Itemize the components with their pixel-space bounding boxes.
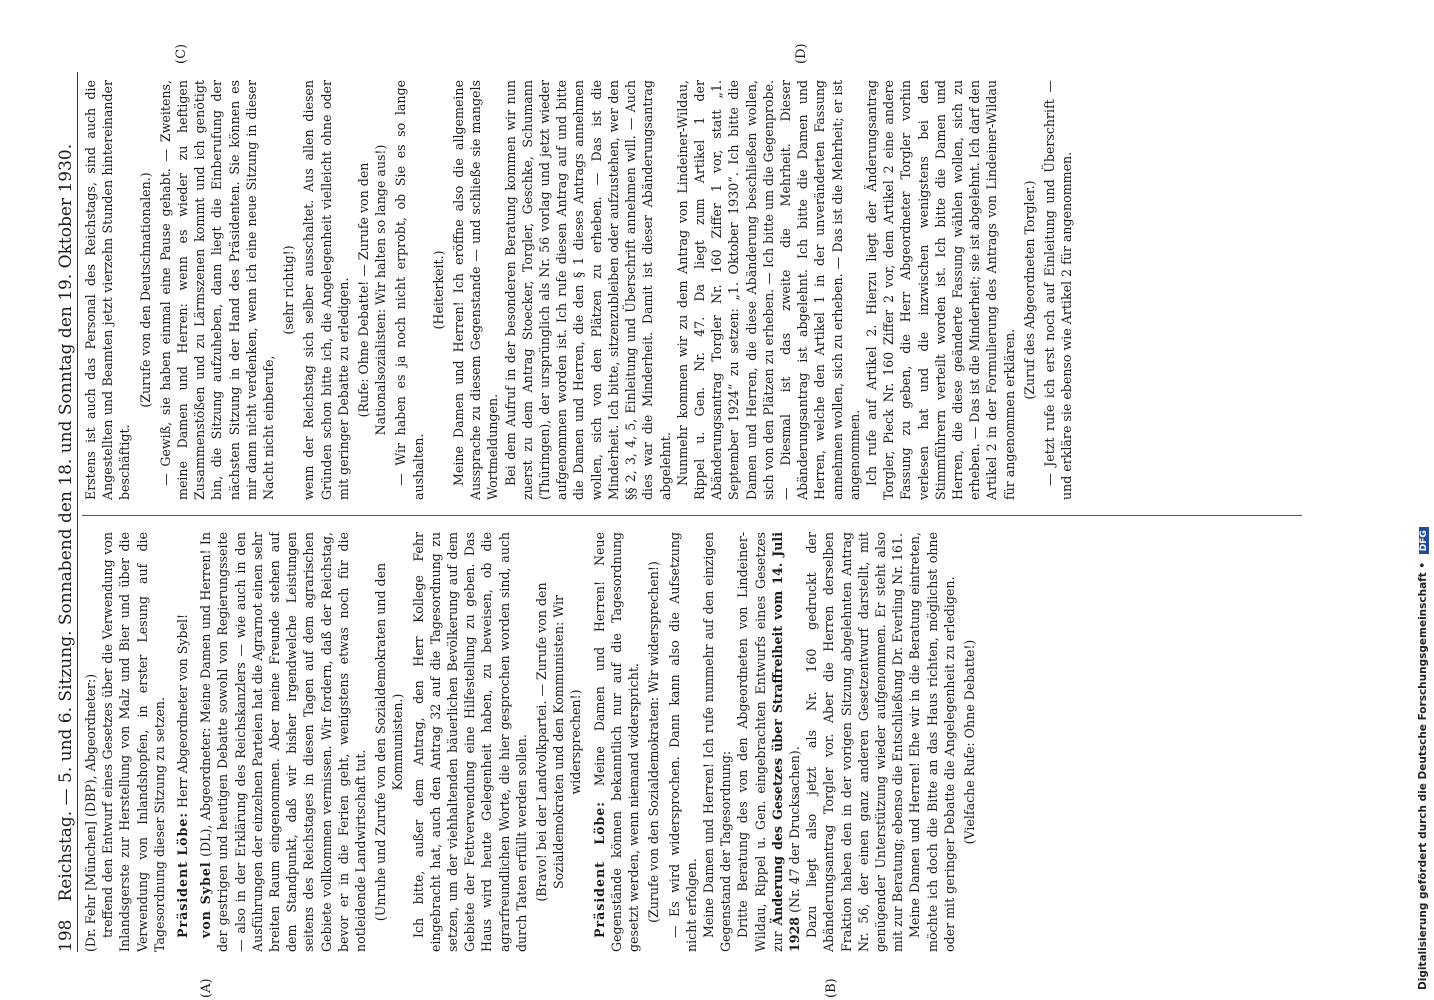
agenda-item-paragraph: [734, 532, 803, 952]
interjection: (Rufe: Ohne Debatte! — Zurufe von den Nationalsozialisten: Wir halten so lange aus!): [356, 144, 389, 436]
paragraph: Ich rufe auf Artikel 2. Hierzu liegt der Änderungsantrag Torgler, Pieck Nr. 160 Ziffer 2 vor, dem Artikel 2 eine andere Fassung zu geben, die Herr Abgeordneter Torgler vorhin verlesen hat und die inzwischen wenigstens bei den Stimmführern verteilt worden ist. Ich bitte die Damen und Herren, die diese geänderte Fassung wählen wollen, sich zu erheben. — Das ist die Minderheit; sie ist abgelehnt. Ich darf den Artikel 2 in der Formulierung des Antrags von Lindeiner-Wildau für angenommen erklären.: [863, 80, 1017, 500]
page-number: 198: [56, 919, 76, 952]
running-title: Reichstag. — 5. und 6. Sitzung. Sonnabend den 18. und Sonntag den 19. Oktober 1930.: [56, 143, 76, 902]
interjection: (Zuruf des Abgeordneten Torgler.): [1021, 180, 1037, 400]
paragraph: — Jetzt rufe ich erst noch auf Einleitung und Überschrift — und erkläre sie ebenso wie Artikel 2 für angenommen.: [1041, 80, 1075, 500]
paragraph: Dazu liegt also jetzt als Nr. 160 gedruckt der Abänderungsantrag Torgler vor. Aber die Herren derselben Fraktion haben den in der vorigen Sitzung abgelehnten Antrag Nr. 56, der einen ganz anderen Gesetzentwurf darstellt, mit genügender Unterstützung wieder aufgenommen. Er steht also mit zur Beratung; ebenso die Entschließung Dr. Everling Nr. 161.: [804, 532, 906, 952]
paragraph: wenn der Reichstag sich selber ausschaltet. Aus allen diesen Gründen schon bitte ich, die Angelegenheit vielleicht ohne oder mit geringer Debatte zu erledigen.: [301, 80, 351, 500]
speech-text: (DL), Abgeordneter: Meine Damen und Herren! In der gestrigen und heutigen Debatte sowohl von Regierungsseite — also in der Erklärung des Reichskanzlers — wie auch in den Ausführungen der einzelnen Parteien hat die Agrarnot einen sehr breiten Raum eingenommen. Aber meine Freunde stehen auf dem Standpunkt, daß wir bisher irgendwelche Leistungen seitens des Reichstages in diesen Tagen auf dem agrarischen Gebiete vollkommen vermissen. Wir fordern, daß der Reichstag, bevor er in die Ferien geht, wenigstens etwas noch für die notleidende Landwirtschaft tut.: [198, 532, 369, 952]
margin-marker-a: (A): [199, 978, 214, 998]
margin-marker-b: (B): [824, 978, 839, 998]
margin-marker-d: (D): [794, 43, 809, 64]
paragraph: Meine Damen und Herren! Ich eröffne also die allgemeine Aussprache zu diesem Gegenstande — und schließe sie mangels Wortmeldungen.: [451, 80, 501, 500]
interjection: (Bravo! bei der Landvolkpartei. — Zurufe von den Sozialdemokraten und den Kommunisten: Wir widersprechen!): [534, 582, 584, 902]
right-column: [82, 80, 1307, 500]
interjection: (Heiterkeit.): [430, 250, 446, 330]
rotated-document-page: [55, 43, 1310, 998]
interjection: (Zurufe von den Sozialdemokraten: Wir widersprechen!): [646, 561, 662, 923]
paragraph: — Gewiß, sie haben einmal eine Pause gehabt. — Zweitens, meine Damen und Herren: wenn es wieder zu heftigen Zusammenstößen und zu Lärmszenen kommt und ich genötigt bin, die Sitzung aufzuheben, dann liegt die Einberufung der nächsten Sitzung in der Hand des Präsidenten. Sie können es mir dann nicht verdenken, wenn ich eine neue Sitzung in dieser Nacht nicht einberufe,: [157, 80, 277, 500]
paragraph: treffend den Entwurf eines Gesetzes über die Verwendung von Inlandsgerste zur Herstellung von Malz und Bier und über die Verwendung von Inlandshopfen, in erster Lesung auf die Tagesordnung dieser Sitzung zu setzen.: [100, 532, 167, 952]
paragraph-text: (Nr. 47 der Drucksachen).: [786, 746, 802, 917]
speech-text: Herr Abgeordneter von Sybel!: [175, 613, 191, 812]
paragraph: Bei dem Aufruf in der besonderen Beratung kommen wir nun zuerst zu dem Antrag Stoecker, Torgler, Geschke, Schumann (Thüringen), der ursprünglich als Nr. 56 vorlag und jetzt wieder aufgenommen worden ist. Ich rufe diesen Antrag auf und bitte die Damen und Herren, die den § 1 dieses Antrags annehmen wollen, sich von den Plätzen zu erheben. — Das ist die Minderheit. Ich bitte, sitzenzubleiben oder aufzustehen, wer den §§ 2, 3, 4, 5, Einleitung und Überschrift annehmen will. — Auch dies war die Minderheit. Damit ist dieser Abänderungsantrag abgelehnt.: [502, 80, 673, 500]
speaker-name: Präsident Löbe:: [591, 801, 607, 938]
paragraph: Meine Damen und Herren! Ich rufe nunmehr auf den einzigen Gegenstand der Tagesordnung:: [700, 532, 734, 952]
speaker-name: Präsident Löbe:: [175, 811, 191, 938]
bill-title: Änderung des Gesetzes über Straffreiheit vom 14. Juli 1928: [769, 532, 802, 952]
paragraph: Nunmehr kommen wir zu dem Antrag von Lindeiner-Wildau, Rippel u. Gen. Nr. 47. Da liegt zum Artikel 1 der Abänderungsantrag Torgler Nr. 160 Ziffer 1 vor, statt „1. September 1924“ zu setzen: „1. Oktober 1930“. Ich bitte die Damen und Herren, die diese Abänderung beschließen wollen, sich von den Plätzen zu erheben. — Ich bitte um die Gegenprobe. — Diesmal ist das zweite die Mehrheit. Dieser Abänderungsantrag ist abgelehnt. Ich bitte die Damen und Herren, welche den Artikel 1 in der unveränderten Fassung annehmen wollen, sich zu erheben. — Das ist die Mehrheit; er ist angenommen.: [674, 80, 862, 500]
interjection: (sehr richtig!): [281, 245, 297, 335]
paragraph: — Wir haben es ja noch nicht erprobt, ob Sie es so lange aushalten.: [393, 80, 426, 500]
paragraph: Meine Damen und Herren! Ehe wir in die Beratung eintreten, möchte ich doch die Bitte an das Haus richten, möglichst ohne oder mit geringer Debatte die Angelegenheit zu erledigen.: [907, 532, 957, 952]
column-divider: [82, 515, 1302, 516]
speech-paragraph: [591, 532, 643, 952]
speech-paragraph: [174, 532, 191, 952]
speech-paragraph: [197, 532, 369, 952]
interjection: (Zurufe von den Deutschnationalen.): [137, 172, 153, 408]
interjection: (Vielfache Rufe: Ohne Debatte!): [961, 639, 977, 845]
paragraph: — Es wird widersprochen. Dann kann also die Aufsetzung nicht erfolgen.: [666, 532, 699, 952]
speech-text: Meine Damen und Herren! Neue Gegenstände können bekanntlich nur auf die Tagesordnung gesetzt werden, wenn niemand widerspricht.: [591, 532, 642, 952]
digitization-note: [1393, 10, 1433, 990]
dfg-logo: DFG: [1419, 527, 1429, 554]
header-rule: [77, 72, 78, 952]
paragraph: Erstens ist auch das Personal des Reichstags, sind auch die Angestellten und Beamten jetzt vierzehn Stunden hintereinander beschäftigt.: [83, 80, 133, 500]
digitization-note-text: Digitalisierung gefördert durch die Deutsche Forschungsgemeinschaft •: [1417, 561, 1429, 990]
paragraph: Ich bitte, außer dem Antrag, den Herr Kollege Fehr eingebracht hat, auch den Antrag 32 auf die Tagesordnung zu setzen, um der viehhaltenden bäuerlichen Bevölkerung auf dem Gebiete der Fettverwendung eine Hilfestellung zu geben. Das Haus wird heute Gelegenheit haben, zu beweisen, ob die agrarfreundlichen Worte, die hier gesprochen worden sind, auch durch Taten erfüllt werden sollen.: [410, 532, 529, 952]
speaker-name: von Sybel: [198, 861, 214, 938]
paragraph: (Dr. Fehr [München] (DBP), Abgeordneter:): [83, 673, 98, 952]
interjection: (Unruhe und Zurufe von den Sozialdemokraten und den Kommunisten.): [373, 562, 406, 922]
left-column: [82, 532, 1307, 952]
page-header: [55, 72, 77, 952]
paragraph-text: Dritte Beratung des von den Abgeordneten von Lindeiner-Wildau, Rippel u. Gen. eingebrachten Entwurfs eines Gesetzes zur: [735, 532, 785, 952]
margin-marker-c: (C): [174, 43, 189, 64]
